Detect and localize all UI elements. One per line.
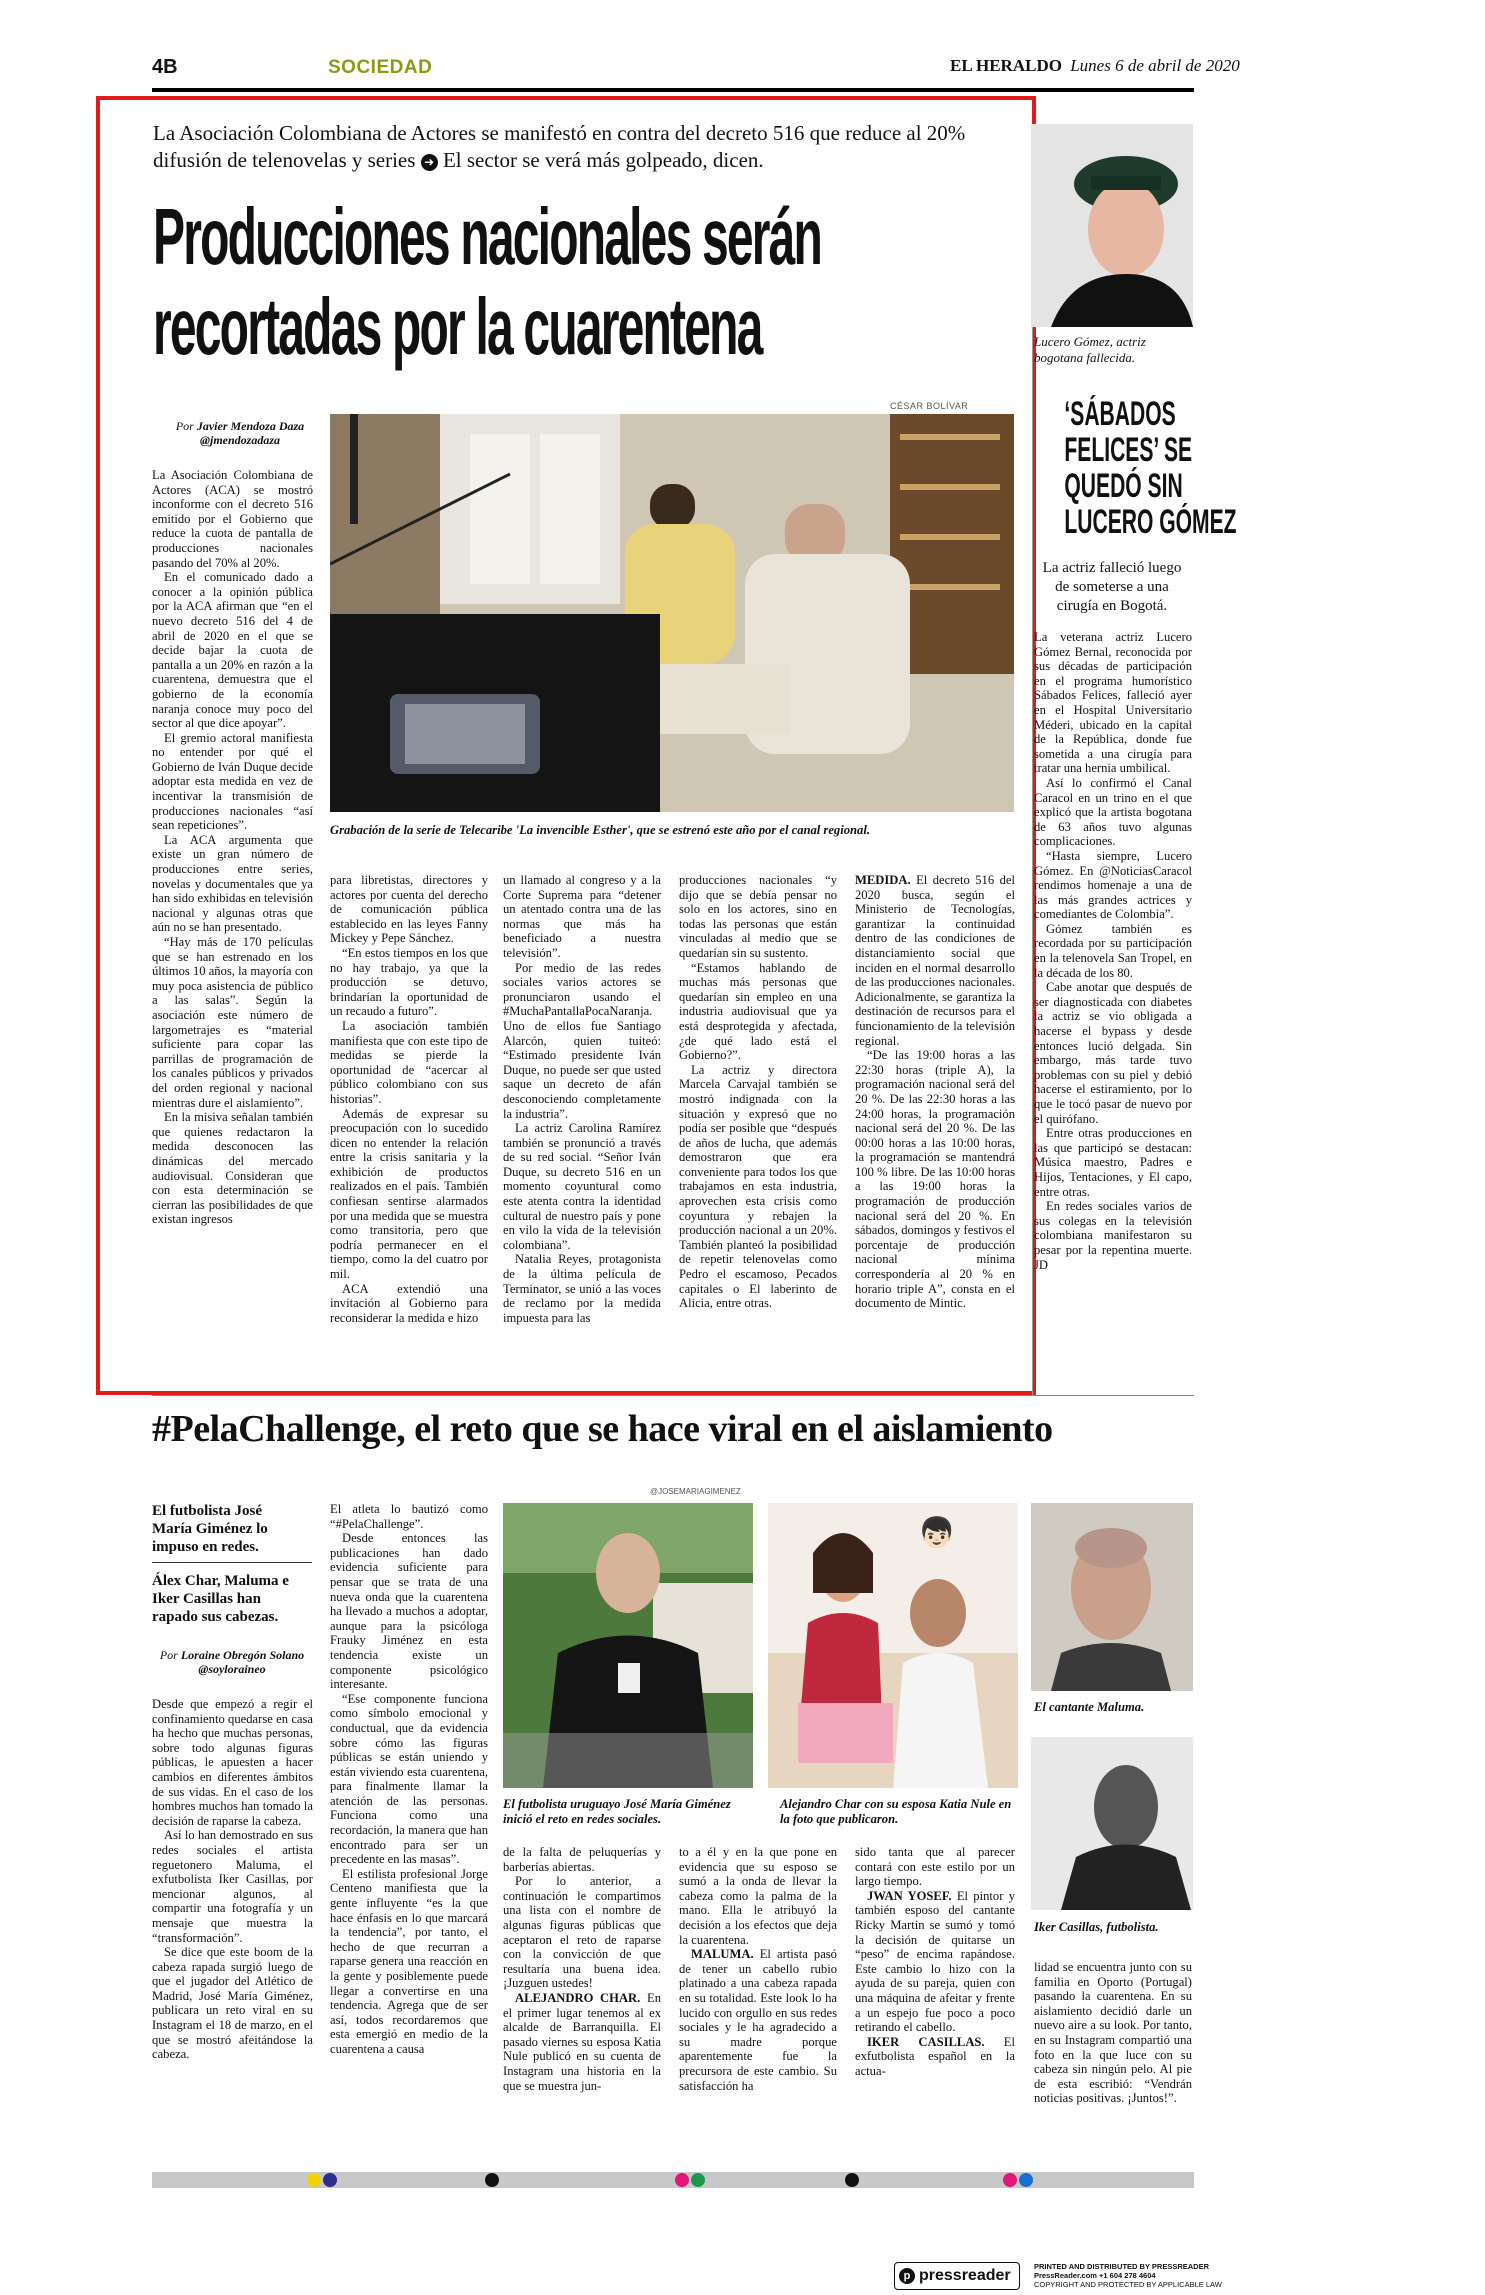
main-photo-caption: Grabación de la serie de Telecaribe 'La invencible Esther', que se estrenó este año por el canal regional. bbox=[330, 823, 870, 837]
second-col-6 bbox=[1034, 1960, 1192, 2106]
main-photo bbox=[330, 414, 1014, 812]
registration-dot bbox=[1019, 2173, 1033, 2187]
second-photo-credit: @JOSEMARIAGIMENEZ bbox=[650, 1487, 741, 1496]
sidebar-body bbox=[1034, 630, 1192, 1272]
second-byline bbox=[152, 1648, 312, 1676]
paragraph: Cabe anotar que después de ser diagnosticada con diabetes la actriz se vio obligada a hacerse el bypass y desde entonces lució delgada. Sin embargo, más tarde tuvo problemas con su piel y debió hacerse el estiramiento, por lo que le tocó pasar de nuevo por el quirófano. bbox=[1034, 980, 1192, 1126]
casillas-photo bbox=[1031, 1737, 1193, 1910]
sidebar-photo-portrait bbox=[1031, 124, 1193, 327]
main-col-2 bbox=[330, 873, 488, 1325]
char-caption: Alejandro Char con su esposa Katia Nule en la foto que publicaron. bbox=[780, 1797, 1012, 1826]
second-col-5 bbox=[855, 1845, 1015, 2079]
char-photo bbox=[768, 1503, 1018, 1788]
sidebar-headline-line: ‘SÁBADOS bbox=[1064, 395, 1176, 433]
kicker-text-2: El sector se verá más golpeado, dicen. bbox=[442, 148, 764, 172]
paragraph: Así lo confirmó el Canal Caracol en un trino en el que explicó que la artista bogotana de 63 años tuvo algunas complicaciones. bbox=[1034, 775, 1192, 849]
paragraph: “Estamos hablando de muchas más personas que quedarían sin empleo en una industria audiovisual que ya está desprotegida y afectada, ¿de qué lado está el Gobierno?”. bbox=[679, 960, 837, 1063]
paragraph: El pintor y también esposo del cantante Ricky Martin se sumó y tomó la decisión de quitarse un “peso” de encima rapándose. Este cambio lo hizo con la ayuda de su pareja, quien con una máquina de afeitar y frente a un espejo fue poco a poco retirando el cabello. bbox=[855, 1888, 1015, 2035]
gimenez-caption: El futbolista uruguayo José María Giménez inició el reto en redes sociales. bbox=[503, 1797, 731, 1826]
maluma-photo-scene bbox=[1031, 1503, 1193, 1691]
byline-handle[interactable]: @soyloraineo bbox=[198, 1662, 266, 1676]
paragraph: “Ese componente funciona como símbolo emocional y conductual, que da evidencia sobre cómo las figuras públicas se están uniendo y están viviendo esta cuarentena, para finalmente llamar la atención de las personas. Funciona como una recordación, la manera que han encontrado para ser un precedente en las masas”. bbox=[330, 1691, 488, 1867]
paragraph: En redes sociales varios de sus colegas en la televisión colombiana manifestaron su pesar por la repentina muerte. JD bbox=[1034, 1199, 1192, 1272]
paragraph: El gremio actoral manifiesta no entender por qué el Gobierno de Iván Duque decide adoptar esta medida en vez de incentivar la transmisión de producciones nacionales “así sean repeticiones”. bbox=[152, 730, 313, 833]
second-deck-1: El futbolista José María Giménez lo impuso en redes. bbox=[152, 1503, 268, 1555]
casillas-photo-scene bbox=[1031, 1737, 1193, 1910]
main-kicker bbox=[153, 120, 1023, 174]
paragraph: La Asociación Colombiana de Actores (ACA) se mostró inconforme con el decreto 516 emitido por el Gobierno que reduce la cuota de pantalla de producciones nacionales pasando del 70% al 20%. bbox=[152, 468, 313, 570]
registration-dot bbox=[307, 2173, 321, 2187]
main-col-4 bbox=[679, 873, 837, 1311]
paragraph: “Hay más de 170 películas que se han estrenado en los últimos 10 años, la mayoría con muy poca asistencia de público a las salas”. Según la asociación este número de largometrajes es “material suficiente para copar las parrillas de programación de los canales públicos y privados del orden regional y nacional mientras dure el aislamiento”. bbox=[152, 935, 313, 1110]
arrow-circle-icon: ➜ bbox=[421, 154, 438, 171]
paragraph: La asociación también manifiesta que con este tipo de medidas se pierde la oportunidad de “acercar al público colombiano con sus historias”. bbox=[330, 1018, 488, 1106]
paragraph: Desde entonces las publicaciones han dado evidencia suficiente para pensar que se trata de una nueva onda que la cuarentena ha llevado a muchos a adoptar, aunque para la psicóloga Frauky Jiménez en esta tendencia existe un componente psicológico interesante. bbox=[330, 1531, 488, 1692]
section-label: SOCIEDAD bbox=[328, 57, 433, 78]
second-col-2 bbox=[330, 1502, 488, 2057]
sidebar-headline-line: LUCERO GÓMEZ bbox=[1064, 503, 1237, 541]
gimenez-photo-scene bbox=[503, 1503, 753, 1788]
paragraph: “Hasta siempre, Lucero Gómez. En @NoticiasCaracol rendimos homenaje a una de las más grandes actrices y comediantes de Colombia”. bbox=[1034, 848, 1192, 922]
registration-dot bbox=[323, 2173, 337, 2187]
subhead-lead: MALUMA. bbox=[691, 1947, 754, 1962]
sidebar-caption: Lucero Gómez, actriz bogotana fallecida. bbox=[1034, 334, 1146, 365]
paragraph: En el primer lugar tenemos al ex alcalde de Barranquilla. El pasado viernes su esposa Katia Nule publicó en su cuenta de Instagram una historia en la que se muestra jun- bbox=[503, 1990, 661, 2093]
maluma-caption: El cantante Maluma. bbox=[1034, 1700, 1145, 1714]
pressreader-brand: pressreader bbox=[919, 2267, 1011, 2284]
sidebar-deck: La actriz falleció luego de someterse a una cirugía en Bogotá. bbox=[1042, 560, 1182, 614]
registration-dot bbox=[1003, 2173, 1017, 2187]
byline-name: Javier Mendoza Daza bbox=[196, 419, 305, 433]
paragraph: Entre otras producciones en las que participó se destacan: Música maestro, Padres e Hijos, Tentaciones, y El capo, entre otras. bbox=[1034, 1126, 1192, 1199]
registration-dot bbox=[675, 2173, 689, 2187]
sidebar-headline bbox=[1034, 395, 1237, 541]
second-col-3 bbox=[503, 1845, 661, 2093]
pressreader-logo[interactable] bbox=[894, 2262, 1020, 2290]
subhead-lead: JWAN YOSEF. bbox=[867, 1888, 952, 1903]
paragraph: El estilista profesional Jorge Centeno manifiesta que la gente influyente “es la que hace énfasis en lo que marcará la tendencia”, por tanto, el hecho de que recurran a raparse genera una reacción en la gente y posiblemente puede llegar a convertirse en una tendencia. Agrega que de ser así, todos recordaremos que esta emergió en medio de la cuarentena a causa bbox=[330, 1866, 488, 2056]
subhead-lead: MEDIDA. bbox=[855, 873, 911, 887]
sidebar-headline-line: FELICES’ SE bbox=[1064, 431, 1193, 469]
main-col-3 bbox=[503, 873, 661, 1325]
page-number: 4B bbox=[152, 56, 178, 78]
paragraph: Así lo han demostrado en sus redes sociales el artista reguetonero Maluma, el exfutbolista Iker Casillas, por mencionar algunos, al compartir una fotografía y un mensaje que muestra la “transformación”. bbox=[152, 1828, 313, 1945]
kicker-text-1: La Asociación Colombiana de Actores se manifestó en contra del decreto 516 que reduce al 20% difusión de telenovelas y series bbox=[153, 121, 966, 172]
main-col-5 bbox=[855, 873, 1015, 1311]
registration-dot bbox=[845, 2173, 859, 2187]
paragraph: lidad se encuentra junto con su familia en Oporto (Portugal) pasando la cuarentena. En su aislamiento decidió darle un nuevo aire a su look. Por tanto, en su Instagram compartió una foto en la que luce con su cabeza sin ningún pelo. Al pie de esta escribió: “Vendrán noticias positivas. ¡Juntos!”. bbox=[1034, 1960, 1192, 2106]
paragraph: de la falta de peluquerías y barberías abiertas. bbox=[503, 1845, 661, 1874]
paragraph: Por medio de las redes sociales varios actores se pronunciaron usando el #MuchaPantallaPocaNaranja. Uno de ellos fue Santiago Alarcón, quien tuiteó: “Estimado presidente Iván Duque, no puede ser que usted saque un decreto de afán desconociendo completamente la industria”. bbox=[503, 960, 661, 1121]
footer-line: PressReader.com +1 604 278 4604 bbox=[1034, 2271, 1156, 2280]
byline-prefix: Por bbox=[159, 1648, 178, 1662]
second-col-1 bbox=[152, 1697, 313, 2062]
main-photo-scene bbox=[330, 414, 1014, 812]
main-byline bbox=[165, 419, 315, 447]
paragraph: El decreto 516 del 2020 busca, según el Ministerio de Tecnologías, garantizar la continuidad dentro de las condiciones de distanciamiento social que inciden en el normal desarrollo de las producciones nacionales. Adicionalmente, se garantiza la destinación de recursos para el funcionamiento de la televisión regional. bbox=[855, 873, 1015, 1048]
registration-dots bbox=[152, 2172, 1194, 2188]
paragraph: “En estos tiempos en los que no hay trabajo, ya que la producción se detuvo, brindarían la oportunidad de un recaudo a futuro”. bbox=[330, 945, 488, 1019]
paragraph: Por lo anterior, a continuación le compartimos una lista con el nombre de algunas figuras públicas que aceptaron el reto de raparse con la convicción de que resultaría una buena idea. ¡Juzguen ustedes! bbox=[503, 1874, 661, 1991]
paragraph: La actriz Carolina Ramírez también se pronunció a través de su red social. “Señor Iván Duque, su decreto 516 en un momento coyuntural como este atenta contra la identidad cultural de nuestro país y pone en vilo la vida de la televisión colombiana”. bbox=[503, 1121, 661, 1252]
footer-credits bbox=[1034, 2262, 1222, 2289]
subhead-lead: IKER CASILLAS. bbox=[867, 2034, 985, 2049]
maluma-photo bbox=[1031, 1503, 1193, 1691]
paragraph: to a él y en la que pone en evidencia que su esposo se sumó a la onda de llevar la cabeza como la palma de la mano. Ella le atribuyó la decisión a los efectos que deja la cuarentena. bbox=[679, 1845, 837, 1947]
paragraph: “De las 19:00 horas a las 22:30 horas (triple A), la programación nacional será del 20 %. De las 22:30 horas a las 24:00 horas, la programación nacional será del 20 %. De las 00:00 horas a las 10:00 horas, la programación se mantendrá 100 % libre. De las 10:00 horas a las 19:00 horas la programación de producción nacional será del 20 %. En sábados, domingos y festivos el porcentaje de producción nacional mínima correspondería al 20 % en horario triple A”, consta en el documento de Mintic. bbox=[855, 1048, 1015, 1311]
byline-prefix: Por bbox=[175, 419, 194, 433]
sidebar-headline-line: QUEDÓ SIN bbox=[1064, 467, 1183, 505]
second-headline: #PelaChallenge, el reto que se hace viral en el aislamiento bbox=[152, 1408, 1053, 1450]
issue-date: Lunes 6 de abril de 2020 bbox=[1070, 56, 1240, 75]
paragraph: La actriz y directora Marcela Carvajal también se mostró indignada con la situación y expresó que no podía ser posible que “después de años de lucha, que además demostraron que era conveniente para todos los que trabajamos en esta industria, aprovechen esta crisis como coyuntura y rebajen la producción nacional a un 20%. También planteó la posibilidad de repetir telenovelas como Pedro el escamoso, Pecados capitales o El laberinto de Alicia, entre otras. bbox=[679, 1062, 837, 1311]
main-headline-line1: Producciones nacionales serán bbox=[153, 192, 822, 281]
second-deck-2: Álex Char, Maluma e Iker Casillas han rapado sus cabezas. bbox=[152, 1573, 289, 1625]
paragraph: En el comunicado dado a conocer a la opinión pública por la ACA afirman que “en el nuevo decreto 516 del 4 de abril de 2020 en el que se decide bajar la cuota de pantalla a un 20% en razón a la cuarentena, demuestra que el gobierno de la economía naranja conoce muy poco del sector al que dice apoyar”. bbox=[152, 570, 313, 731]
paragraph: El artista pasó de tener un cabello rubio platinado a una cabeza rapada en su totalidad. Este look lo ha lucido con orgullo en sus redes sociales y le ha agradecido a su madre porque aparentemente fue la precursora de este cambio. Su satisfacción ha bbox=[679, 1947, 837, 2093]
gimenez-photo bbox=[503, 1503, 753, 1788]
paragraph: El exfutbolista español en la actua- bbox=[855, 2034, 1015, 2078]
registration-dot bbox=[485, 2173, 499, 2187]
second-col-4 bbox=[679, 1845, 837, 2093]
paragraph: En la misiva señalan también que quienes redactaron la medida desconocen las dinámicas del mercado audiovisual. Consideran que con esta determinación se cierran las posibilidades de que existan ingresos bbox=[152, 1110, 313, 1227]
sidebar-photo bbox=[1031, 124, 1193, 327]
main-headline-line2: recortadas por la cuarentena bbox=[153, 282, 762, 371]
masthead bbox=[950, 56, 1240, 76]
pressreader-icon: p bbox=[899, 2268, 915, 2284]
byline-name: Loraine Obregón Solano bbox=[180, 1648, 305, 1662]
paragraph: La ACA argumenta que existe un gran número de producciones entre series, novelas y documentales que ya han sido exhibidas en televisión nacional y algunas otras que aún no se han presentado. bbox=[152, 832, 313, 935]
paragraph: Se dice que este boom de la cabeza rapada surgió luego de que el jugador del Atlético de Madrid, José María Giménez, publicara un reto viral en su Instagram el 18 de marzo, en el que se mostró afeitándose la cabeza. bbox=[152, 1945, 313, 2062]
registration-dot bbox=[691, 2173, 705, 2187]
header-rule bbox=[152, 88, 1194, 92]
deck-divider bbox=[152, 1562, 312, 1563]
main-col-1 bbox=[152, 468, 313, 1227]
footer-line: PRINTED AND DISTRIBUTED BY PRESSREADER bbox=[1034, 2262, 1210, 2271]
section-rule bbox=[152, 1395, 1194, 1396]
casillas-caption: Iker Casillas, futbolista. bbox=[1034, 1920, 1159, 1934]
paragraph: Natalia Reyes, protagonista de la última película de Terminator, se unió a las voces de reclamo por la medida impuesta para las bbox=[503, 1252, 661, 1325]
byline-handle[interactable]: @jmendozadaza bbox=[200, 433, 280, 447]
paragraph: La veterana actriz Lucero Gómez Bernal, reconocida por sus décadas de participación en el programa humorístico Sábados Felices, falleció ayer en el Hospital Universitario Méderi, ubicado en la capital de la República, donde fue sometida a una cirugía para tratar una hernia umbilical. bbox=[1034, 630, 1192, 776]
main-photo-credit: CÉSAR BOLÍVAR bbox=[890, 401, 969, 411]
paragraph: Gómez también es recordada por su participación en la telenovela San Tropel, en la década de los 80. bbox=[1034, 921, 1192, 980]
paragraph: El atleta lo bautizó como “#PelaChallenge”. bbox=[330, 1502, 488, 1531]
paragraph: ACA extendió una invitación al Gobierno para reconsiderar la medida e hizo bbox=[330, 1281, 488, 1325]
paragraph: sido tanta que al parecer contará con este estilo por un largo tiempo. bbox=[855, 1845, 1015, 1889]
footer-line: COPYRIGHT AND PROTECTED BY APPLICABLE LAW bbox=[1034, 2280, 1222, 2289]
paragraph: producciones nacionales “y dijo que se debía pensar no solo en los actores, sino en todas las personas que están vinculadas al medio que se quedarían sin su sustento. bbox=[679, 873, 837, 960]
paragraph: Además de expresar su preocupación con lo sucedido dicen no entender la relación entre la crisis sanitaria y la exhibición de productos realizados en el país. También confiesan sentirse alarmados por una medida que se muestra como transitoria, pero que podría permanecer en el tiempo, como la del cuatro por mil. bbox=[330, 1106, 488, 1282]
subhead-lead: ALEJANDRO CHAR. bbox=[515, 1990, 641, 2005]
svg-text:👦🏻: 👦🏻 bbox=[918, 1516, 956, 1551]
paper-name: EL HERALDO bbox=[950, 56, 1062, 75]
char-photo-scene bbox=[768, 1503, 1018, 1788]
paragraph: Desde que empezó a regir el confinamiento quedarse en casa ha hecho que muchas personas, sobre todo algunas figuras públicas, le apuesten a hacer cambios en diferentes ámbitos de sus vidas. En el caso de los hombres muchos han tomado la decisión de raparse la cabeza. bbox=[152, 1697, 313, 1828]
paragraph: para libretistas, directores y actores por cuenta del derecho de comunicación pública establecido en las leyes Fanny Mickey y Pepe Sánchez. bbox=[330, 873, 488, 946]
paragraph: un llamado al congreso y a la Corte Suprema para “detener un atentado contra una de las normas que más ha beneficiado a nuestra televisión”. bbox=[503, 873, 661, 960]
